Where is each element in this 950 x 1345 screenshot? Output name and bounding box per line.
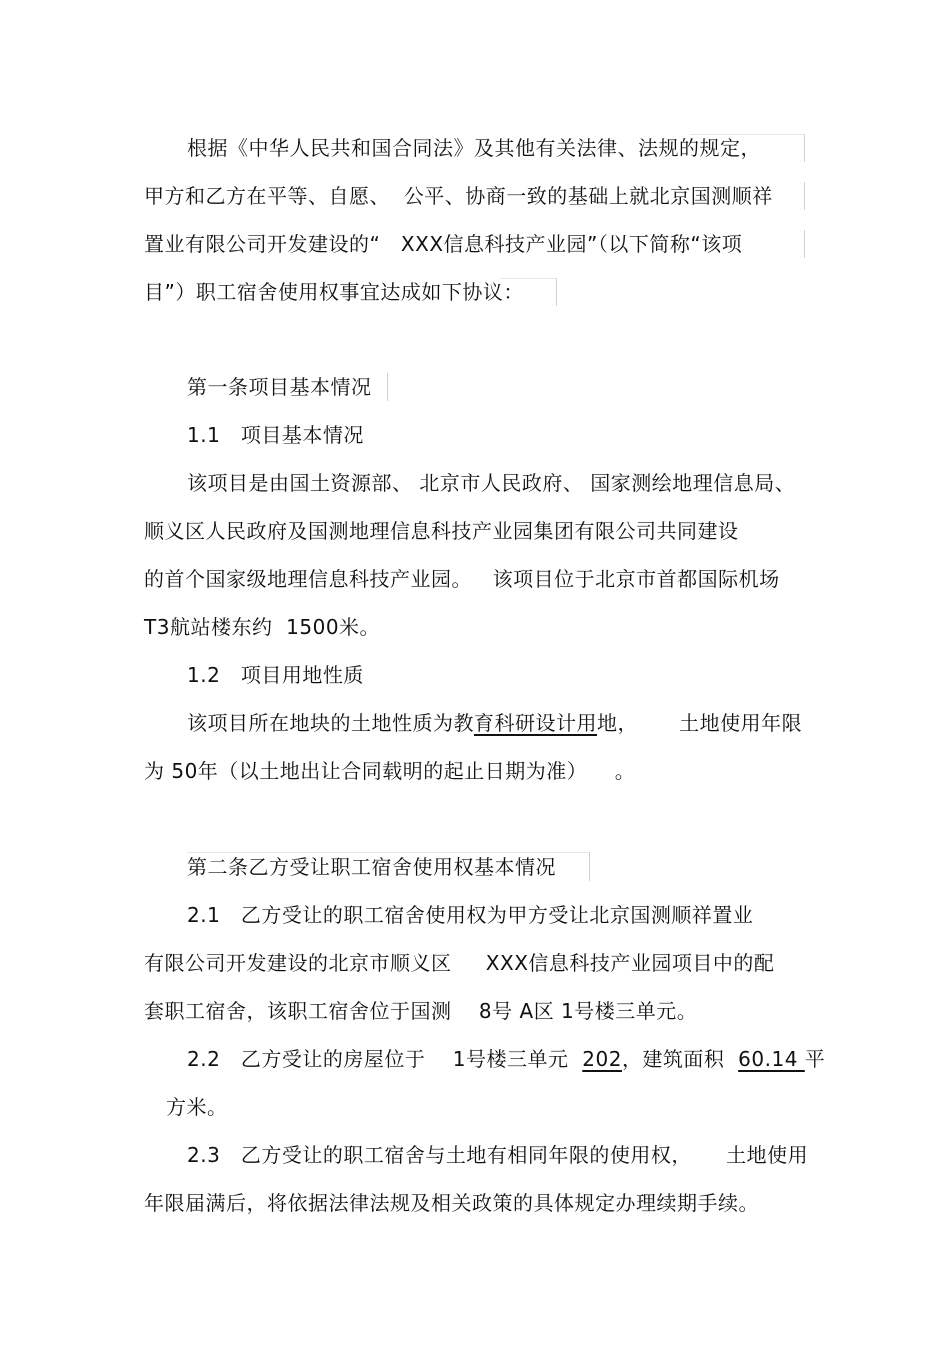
- preamble-line-2: 甲方和乙方在平等、自愿、 公平、协商一致的基础上就北京国测顺祥: [144, 184, 773, 208]
- section-2-2-line-1: [187, 1045, 825, 1073]
- room-number: 202: [582, 1047, 622, 1071]
- room-text-a: 2.2 乙方受让的房屋位于 1号楼三单元: [187, 1047, 583, 1071]
- preamble-line-3: 置业有限公司开发建设的“ XXX信息科技产业园”（以下简称“该项: [144, 232, 743, 256]
- scan-rule: [556, 278, 557, 306]
- scan-rule: [690, 134, 804, 135]
- section-2-1-line-1: 2.1 乙方受让的职工宿舍使用权为甲方受让北京国测顺祥置业: [187, 903, 754, 927]
- scan-rule: [804, 182, 805, 210]
- scan-rule: [804, 230, 805, 258]
- scan-rule: [387, 373, 388, 401]
- section-2-2-line-2: 方米。: [166, 1095, 228, 1119]
- article-1-title: 第一条项目基本情况: [187, 375, 372, 399]
- land-use-text-a: 该项目所在地块的土地性质为教: [187, 711, 474, 735]
- section-1-1-line-3: 的首个国家级地理信息科技产业园。 该项目位于北京市首都国际机场: [144, 567, 780, 591]
- land-use-text-b: 地， 土地使用年限: [597, 711, 803, 735]
- preamble-line-1: 根据《中华人民共和国合同法》及其他有关法律、法规的规定，: [187, 136, 761, 160]
- section-1-2-line-1: [187, 709, 802, 737]
- scan-rule: [187, 852, 589, 853]
- land-use-type: 育科研设计用: [474, 711, 597, 735]
- section-2-1-line-2: 有限公司开发建设的北京市顺义区 XXX信息科技产业园项目中的配: [144, 951, 775, 975]
- preamble-line-4: 目”）职工宿舍使用权事宜达成如下协议：: [144, 280, 524, 304]
- section-1-1-line-2: 顺义区人民政府及国测地理信息科技产业园集团有限公司共同建设: [144, 519, 739, 543]
- room-text-c: 平: [804, 1047, 826, 1071]
- section-1-2-title: 1.2 项目用地性质: [187, 663, 364, 687]
- section-1-1-line-4: T3航站楼东约 1500米。: [144, 615, 381, 639]
- section-1-2-line-2: 为 50年（以土地出让合同载明的起止日期为准） 。: [144, 759, 636, 783]
- article-2-title: 第二条乙方受让职工宿舍使用权基本情况: [187, 855, 556, 879]
- floor-area: 60.14: [738, 1047, 805, 1071]
- section-2-3-line-2: 年限届满后，将依据法律法规及相关政策的具体规定办理续期手续。: [144, 1191, 759, 1215]
- room-text-b: ，建筑面积: [621, 1047, 739, 1071]
- scan-rule: [804, 134, 805, 162]
- section-2-1-line-3: 套职工宿舍，该职工宿舍位于国测 8号 A区 1号楼三单元。: [144, 999, 698, 1023]
- section-2-3-line-1: 2.3 乙方受让的职工宿舍与土地有相同年限的使用权， 土地使用: [187, 1143, 809, 1167]
- section-1-1-title: 1.1 项目基本情况: [187, 423, 364, 447]
- section-1-1-line-1: 该项目是由国土资源部、 北京市人民政府、 国家测绘地理信息局、: [187, 471, 796, 495]
- scan-rule: [589, 852, 590, 881]
- scan-rule: [500, 278, 556, 279]
